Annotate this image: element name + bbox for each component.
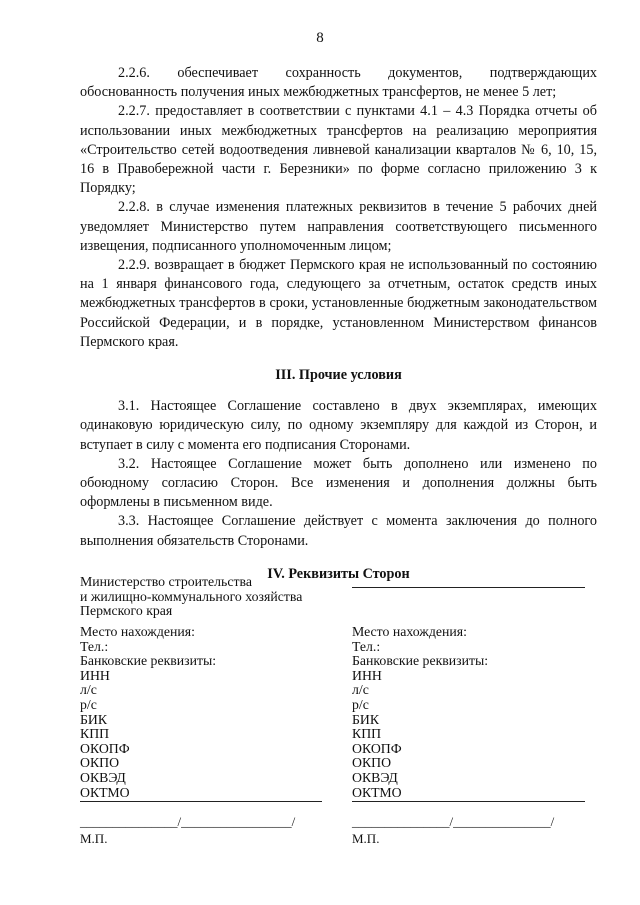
field-okpo-label: ОКПО bbox=[80, 755, 120, 771]
party-left-name-line: Пермского края bbox=[80, 603, 173, 619]
section-4-heading: IV. Реквизиты Сторон bbox=[267, 565, 410, 582]
signature-left: _______________/_________________/ bbox=[80, 814, 296, 829]
signature-right: _______________/_______________/ bbox=[352, 814, 555, 829]
field-ls-label: л/с bbox=[80, 682, 97, 698]
field-bank-label: Банковские реквизиты: bbox=[80, 653, 217, 669]
signature-line-right bbox=[352, 801, 585, 802]
document-body bbox=[80, 64, 597, 584]
field-okopf-label: ОКОПФ bbox=[80, 740, 130, 756]
section-3-heading: III. Прочие условия bbox=[275, 367, 402, 384]
clause-2-2-9: 2.2.9. возвращает в бюджет Пермского края не использованный по состоянию на 1 января финансового года, следующего за отчетным, остаток средств иных межбюджетных трансфертов в сроки, установленные бюджетным законодательством Российской Федерации, и в порядке, установленном Министерством финансов Пермского края. bbox=[80, 257, 597, 350]
field-rs-label: р/с bbox=[80, 696, 97, 712]
clause-3-1: 3.1. Настоящее Соглашение составлено в двух экземплярах, имеющих одинаковую юридическую силу, по одному экземпляру для каждой из Сторон, и вступает в силу с момента его подписания Сторонами. bbox=[80, 398, 597, 453]
party-left-fields bbox=[80, 625, 216, 800]
field-address-label: Место нахождения: bbox=[352, 624, 467, 639]
clause-2-2-8: 2.2.8. в случае изменения платежных реквизитов в течение 5 рабочих дней уведомляет Министерство путем направления соответствующего письменного извещения, подписанного уполномоченным лицом; bbox=[80, 199, 597, 254]
field-phone-label: Тел.: bbox=[352, 638, 381, 654]
party-right-name-line bbox=[352, 587, 585, 588]
field-phone-label: Тел.: bbox=[80, 638, 109, 654]
field-oktmo-label: ОКТМО bbox=[80, 784, 130, 800]
field-oktmo-label: ОКТМО bbox=[352, 784, 402, 800]
field-rs-label: р/с bbox=[352, 696, 369, 712]
field-okved-label: ОКВЭД bbox=[352, 769, 398, 785]
party-left-name bbox=[80, 575, 302, 619]
field-address-label: Место нахождения: bbox=[80, 624, 195, 639]
field-inn-label: ИНН bbox=[352, 667, 382, 683]
party-right-fields bbox=[352, 625, 488, 800]
clause-2-2-7: 2.2.7. предоставляет в соответствии с пунктами 4.1 – 4.3 Порядка отчеты об использовании иных межбюджетных трансфертов на реализацию мероприятия «Строительство сетей водоотведения ливневой канализации кварталов № 6, 10, 15, 16 в Правобережной части г. Березники» по форме согласно приложению 3 к Порядку; bbox=[80, 103, 597, 197]
party-left-name-line: Министерство строительства bbox=[80, 574, 252, 589]
signature-line-left bbox=[80, 801, 322, 802]
field-kpp-label: КПП bbox=[80, 726, 110, 742]
clause-3-2: 3.2. Настоящее Соглашение может быть дополнено или изменено по обоюдному согласию Сторон. Все изменения и дополнения должны быть оформлены в письменном виде. bbox=[80, 455, 597, 511]
stamp-label-left: М.П. bbox=[80, 831, 108, 846]
field-ls-label: л/с bbox=[352, 682, 369, 698]
field-okpo-label: ОКПО bbox=[352, 755, 392, 771]
field-okved-label: ОКВЭД bbox=[80, 769, 126, 785]
field-bank-label: Банковские реквизиты: bbox=[352, 653, 489, 669]
field-inn-label: ИНН bbox=[80, 667, 110, 683]
field-kpp-label: КПП bbox=[352, 726, 382, 742]
field-bik-label: БИК bbox=[352, 711, 380, 727]
field-okopf-label: ОКОПФ bbox=[352, 740, 402, 756]
page-number: 8 bbox=[316, 30, 324, 46]
clause-2-2-6: 2.2.6. обеспечивает сохранность документов, подтверждающих обоснованность получения иных межбюджетных трансфертов, не менее 5 лет; bbox=[80, 65, 597, 101]
clause-3-3: 3.3. Настоящее Соглашение действует с момента заключения до полного выполнения обязательств Сторонами. bbox=[80, 513, 597, 549]
stamp-label-right: М.П. bbox=[352, 831, 380, 846]
field-bik-label: БИК bbox=[80, 711, 108, 727]
party-left-name-line: и жилищно-коммунального хозяйства bbox=[80, 588, 303, 604]
